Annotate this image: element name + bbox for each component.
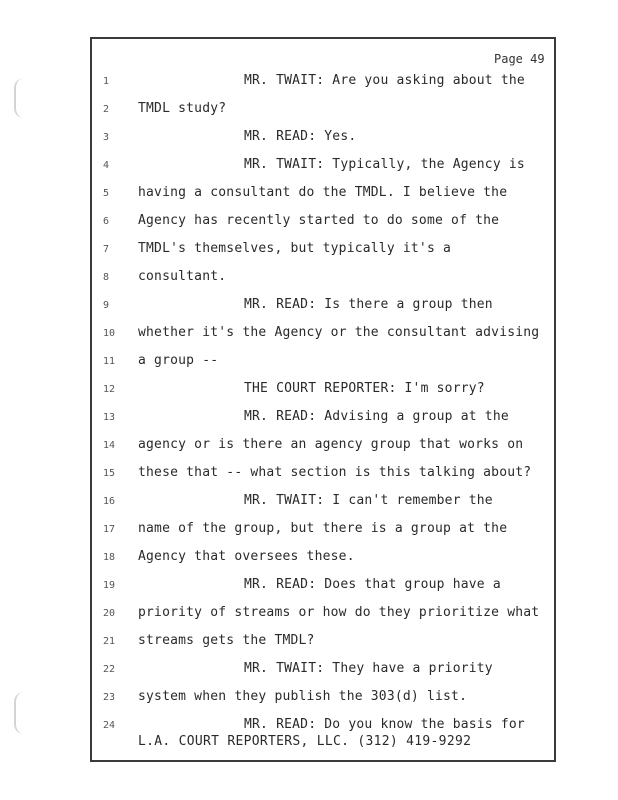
line-text: system when they publish the 303(d) list. — [138, 689, 468, 704]
line-number: 20 — [103, 608, 116, 619]
line-number: 14 — [103, 440, 116, 451]
transcript-line — [0, 521, 560, 543]
line-text: THE COURT REPORTER: I'm sorry? — [244, 381, 485, 396]
line-text: Agency that oversees these. — [138, 549, 355, 564]
transcript-line — [0, 297, 560, 319]
line-text: name of the group, but there is a group at the — [138, 521, 508, 536]
line-text: having a consultant do the TMDL. I believe the — [138, 185, 508, 200]
line-number: 9 — [103, 300, 110, 311]
transcript-line — [0, 549, 560, 571]
line-number: 10 — [103, 328, 116, 339]
transcript-line — [0, 493, 560, 515]
transcript-line — [0, 577, 560, 599]
transcript-line — [0, 353, 560, 375]
line-number: 23 — [103, 692, 116, 703]
line-number: 6 — [103, 216, 110, 227]
line-text: a group -- — [138, 353, 219, 368]
transcript-line — [0, 213, 560, 235]
line-number: 1 — [103, 76, 110, 87]
line-text: whether it's the Agency or the consultant advising — [138, 325, 540, 340]
transcript-line — [0, 157, 560, 179]
line-text: MR. READ: Yes. — [244, 129, 357, 144]
line-text: MR. TWAIT: They have a priority — [244, 661, 493, 676]
line-text: priority of streams or how do they prioritize what — [138, 605, 540, 620]
line-number: 24 — [103, 720, 116, 731]
line-text: MR. READ: Do you know the basis for — [244, 717, 525, 732]
line-text: streams gets the TMDL? — [138, 633, 315, 648]
line-number: 22 — [103, 664, 116, 675]
transcript-line — [0, 661, 560, 683]
transcript-line — [0, 437, 560, 459]
line-number: 3 — [103, 132, 110, 143]
line-text: MR. TWAIT: I can't remember the — [244, 493, 493, 508]
line-text: MR. READ: Is there a group then — [244, 297, 493, 312]
transcript-line — [0, 269, 560, 291]
line-text: MR. TWAIT: Typically, the Agency is — [244, 157, 525, 172]
line-text: Agency has recently started to do some of the — [138, 213, 500, 228]
transcript-line — [0, 605, 560, 627]
line-text: MR. TWAIT: Are you asking about the — [244, 73, 525, 88]
line-number: 5 — [103, 188, 110, 199]
line-number: 16 — [103, 496, 116, 507]
line-number: 2 — [103, 104, 110, 115]
page-number: Page 49 — [494, 52, 545, 66]
reporter-footer: L.A. COURT REPORTERS, LLC. (312) 419-9292 — [138, 734, 472, 749]
line-text: agency or is there an agency group that works on — [138, 437, 524, 452]
transcript-line — [0, 185, 560, 207]
line-number: 4 — [103, 160, 110, 171]
line-text: TMDL's themselves, but typically it's a — [138, 241, 452, 256]
line-number: 18 — [103, 552, 116, 563]
transcript-line — [0, 101, 560, 123]
line-number: 11 — [103, 356, 116, 367]
line-number: 7 — [103, 244, 110, 255]
line-number: 13 — [103, 412, 116, 423]
line-text: consultant. — [138, 269, 227, 284]
line-number: 21 — [103, 636, 116, 647]
transcript-line — [0, 465, 560, 487]
transcript-line — [0, 129, 560, 151]
transcript-line — [0, 73, 560, 95]
transcript-line — [0, 381, 560, 403]
line-number: 19 — [103, 580, 116, 591]
line-number: 8 — [103, 272, 110, 283]
line-text: MR. READ: Advising a group at the — [244, 409, 509, 424]
transcript-line — [0, 633, 560, 655]
transcript-line — [0, 409, 560, 431]
line-number: 15 — [103, 468, 116, 479]
line-number: 17 — [103, 524, 116, 535]
line-number: 12 — [103, 384, 116, 395]
line-text: TMDL study? — [138, 101, 227, 116]
line-text: these that -- what section is this talking about? — [138, 465, 532, 480]
line-text: MR. READ: Does that group have a — [244, 577, 501, 592]
transcript-line — [0, 325, 560, 347]
transcript-line — [0, 241, 560, 263]
transcript-line — [0, 689, 560, 711]
